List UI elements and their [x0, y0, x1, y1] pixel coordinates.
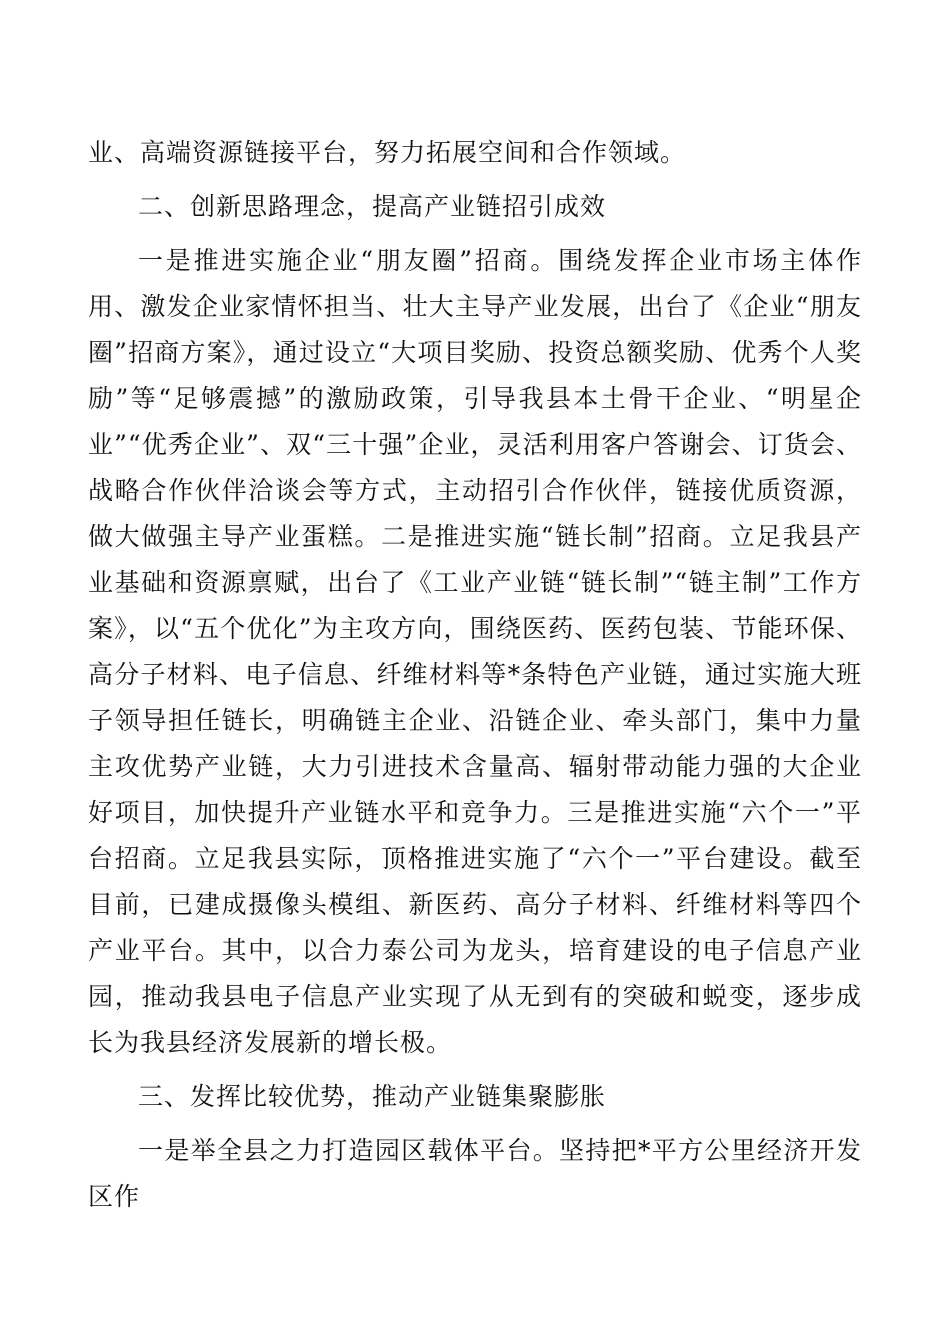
paragraph-body-2: 一是举全县之力打造园区载体平台。坚持把*平方公里经济开发区作 — [88, 1136, 862, 1211]
section-heading-2: 二、创新思路理念，提高产业链招引成效 — [138, 192, 607, 221]
document-body — [88, 130, 862, 1220]
section-heading-3: 三、发挥比较优势，推动产业链集聚膨胀 — [138, 1082, 607, 1111]
paragraph-body-1: 一是推进实施企业“朋友圈”招商。围绕发挥企业市场主体作用、激发企业家情怀担当、壮大主导产业发展，出台了《企业“朋友圈”招商方案》，通过设立“大项目奖励、投资总额奖励、优秀个人奖励”等“足够震撼”的激励政策，引导我县本土骨干企业、“明星企业”“优秀企业”、双“三十强”企业，灵活利用客户答谢会、订货会、战略合作伙伴洽谈会等方式，主动招引合作伙伴，链接优质资源，做大做强主导产业蛋糕。二是推进实施“链长制”招商。立足我县产业基础和资源禀赋，出台了《工业产业链“链长制”“链主制”工作方案》，以“五个优化”为主攻方向，围绕医药、医药包装、节能环保、高分子材料、电子信息、纤维材料等*条特色产业链，通过实施大班子领导担任链长，明确链主企业、沿链企业、牵头部门，集中力量主攻优势产业链，大力引进技术含量高、辐射带动能力强的大企业好项目，加快提升产业链水平和竞争力。三是推进实施“六个一”平台招商。立足我县实际，顶格推进实施了“六个一”平台建设。截至目前，已建成摄像头模组、新医药、高分子材料、纤维材料等四个产业平台。其中，以合力泰公司为龙头，培育建设的电子信息产业园，推动我县电子信息产业实现了从无到有的突破和蜕变，逐步成长为我县经济发展新的增长极。 — [88, 246, 862, 1057]
paragraph-continuation: 业、高端资源链接平台，努力拓展空间和合作领域。 — [88, 138, 687, 167]
